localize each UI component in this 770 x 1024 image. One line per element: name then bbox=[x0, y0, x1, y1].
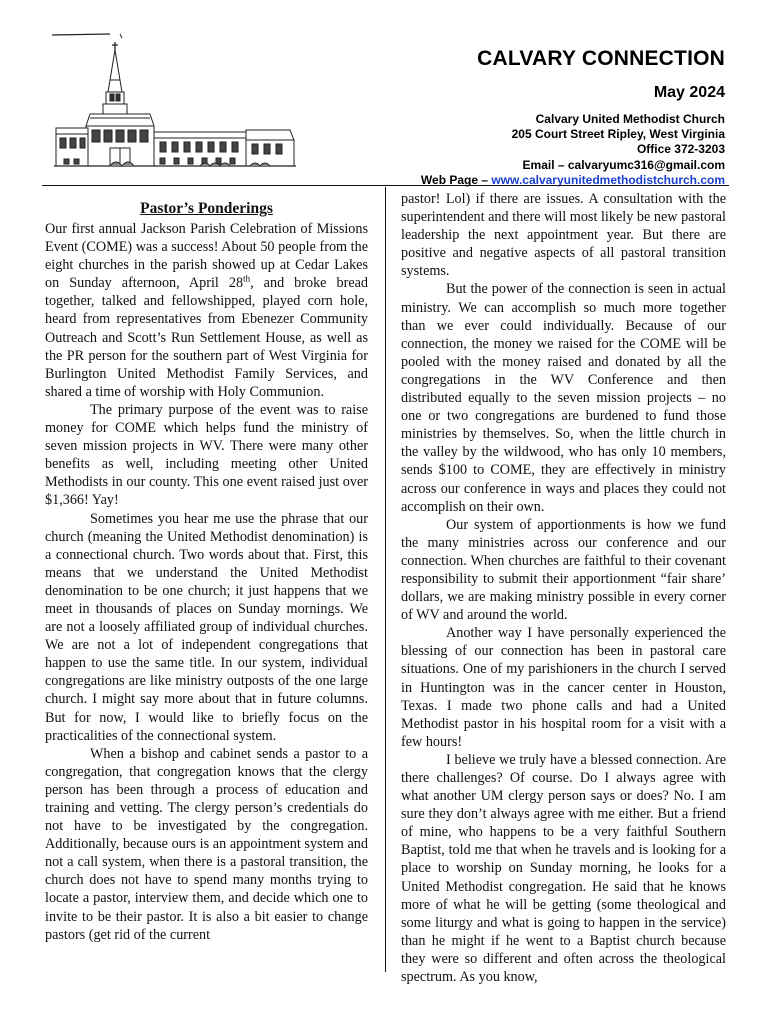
article-column-right bbox=[401, 190, 726, 986]
article-paragraph-8: Another way I have personally experienced the blessing of our connection has been in pastoral care situations. One of my parishioners in the church I served in Huntington was in the cancer center in Houston, Texas. I made two phone calls and had a United Methodist pastor in his hospital room for a visit with a few hours! bbox=[401, 625, 726, 750]
article-paragraph-6: But the power of the connection is seen in actual ministry. We can accomplish so much more together than we ever could individually. Because of our connection, the money we raised for the COME will be pooled with the money raised and donated by all the congregations in the WV Conference and then distributed equally to the seven mission projects – no one or two congregations are burdened to fund those ministries by themselves. So, when the little church in the valley by the wildwood, who has only 10 members, sends $100 to COME, they are effectively in ministry across our conference in ways and places they could not accomplish on their own. bbox=[401, 281, 726, 515]
article-column-left bbox=[45, 200, 368, 944]
church-contact-block bbox=[421, 112, 725, 188]
article-paragraph-4: When a bishop and cabinet sends a pastor to a congregation, that congregation knows that the clergy person has been through a process of education and training and vetting. The clergy person’s credentials do not have to be investigated by the congregation. Additionally, because ours is an appointment system and not a call system, when there is a pastoral transition, the church does not have to spend many months trying to locate a pastor, interview them, and decide which one to invite to be their pastor. It is also a bit easier to change pastors (get rid of the current bbox=[45, 745, 368, 943]
issue-date: May 2024 bbox=[653, 84, 725, 101]
header-rule bbox=[42, 185, 729, 186]
article-heading: Pastor’s Ponderings bbox=[140, 200, 273, 217]
newsletter-title: CALVARY CONNECTION bbox=[477, 47, 725, 70]
church-email: Email – calvaryumc316@gmail.com bbox=[522, 157, 725, 172]
church-address: 205 Court Street Ripley, West Virginia bbox=[511, 127, 725, 142]
article-paragraph-9: I believe we truly have a blessed connection. Are there challenges? Of course. Do I always agree with what another UM clergy person says or does? No. I am sure they don’t always agree with me either. But a friend of mine, who happens to be a very faithful Southern Baptist, told me that when he travels and is looking for a place to worship on Sunday morning, he looks for a United Methodist congregation. He said that he knows more of what he will be getting (some theological and some liturgy and what is going to happen in the service) than he might if he went to a Baptist church because they were so different and often across the theological spectrum. As you know, bbox=[401, 751, 726, 986]
article-paragraph-5: pastor! Lol) if there are issues. A consultation with the superintendent and there will most likely be new pastoral leadership the next appointment year. But there are positive and negative aspects of all pastoral transition systems. bbox=[401, 191, 726, 280]
article-paragraph-3: Sometimes you hear me use the phrase that our church (meaning the United Methodist denomination) is a connectional church. Two words about that. First, this means that we understand the United Methodist denomination to be one church; it just happens that we meet in thousands of places on Sunday mornings. We are not a loosely affiliated group of individual churches. We are not a lot of independent congregations that happen to use the same title. In our system, individual congregations are like ministry outposts of the one large church. I might say more about that in future columns. But for now, I would like to briefly focus on the practicalities of the connectional system. bbox=[45, 510, 368, 744]
web-page-label: Web Page – bbox=[420, 172, 492, 187]
ordinal-suffix: th bbox=[243, 273, 251, 284]
article-paragraph-1: Our first annual Jackson Parish Celebration of Missions Event (COME) was a success! About 50 people from the eight churches in the parish showed up at Cedar Lakes on Sunday afternoon, April 28th, and broke bread together, talked and fellowshipped, played corn hole, heard from representatives from Ebenezer Community Outreach and Scott’s Run Settlement House, as well as the PR person for the southern part of West Virginia for Burlington United Methodist Family Services, and shared a time of worship with Holy Communion. bbox=[45, 221, 369, 400]
masthead bbox=[421, 44, 725, 188]
church-illustration bbox=[50, 30, 300, 180]
article-paragraph-7: Our system of apportionments is how we fund the many ministries across our conference and our connection. When churches are faithful to their covenant responsibility to submit their apportionment “fair share’ dollars, we are making ministry possible in every corner of WV and around the world. bbox=[401, 516, 726, 624]
column-divider bbox=[385, 187, 386, 972]
web-page-link[interactable]: www.calvaryunitedmethodistchurch.com bbox=[491, 172, 725, 187]
office-phone: Office 372-3203 bbox=[636, 142, 725, 157]
church-name: Calvary United Methodist Church bbox=[535, 112, 725, 126]
article-paragraph-2: The primary purpose of the event was to raise money for COME which helps fund the ministry of seven mission projects in WV. There were many other benefits as well, including meeting other United Methodists in our county. This one event raised just over $1,366! Yay! bbox=[45, 401, 368, 509]
